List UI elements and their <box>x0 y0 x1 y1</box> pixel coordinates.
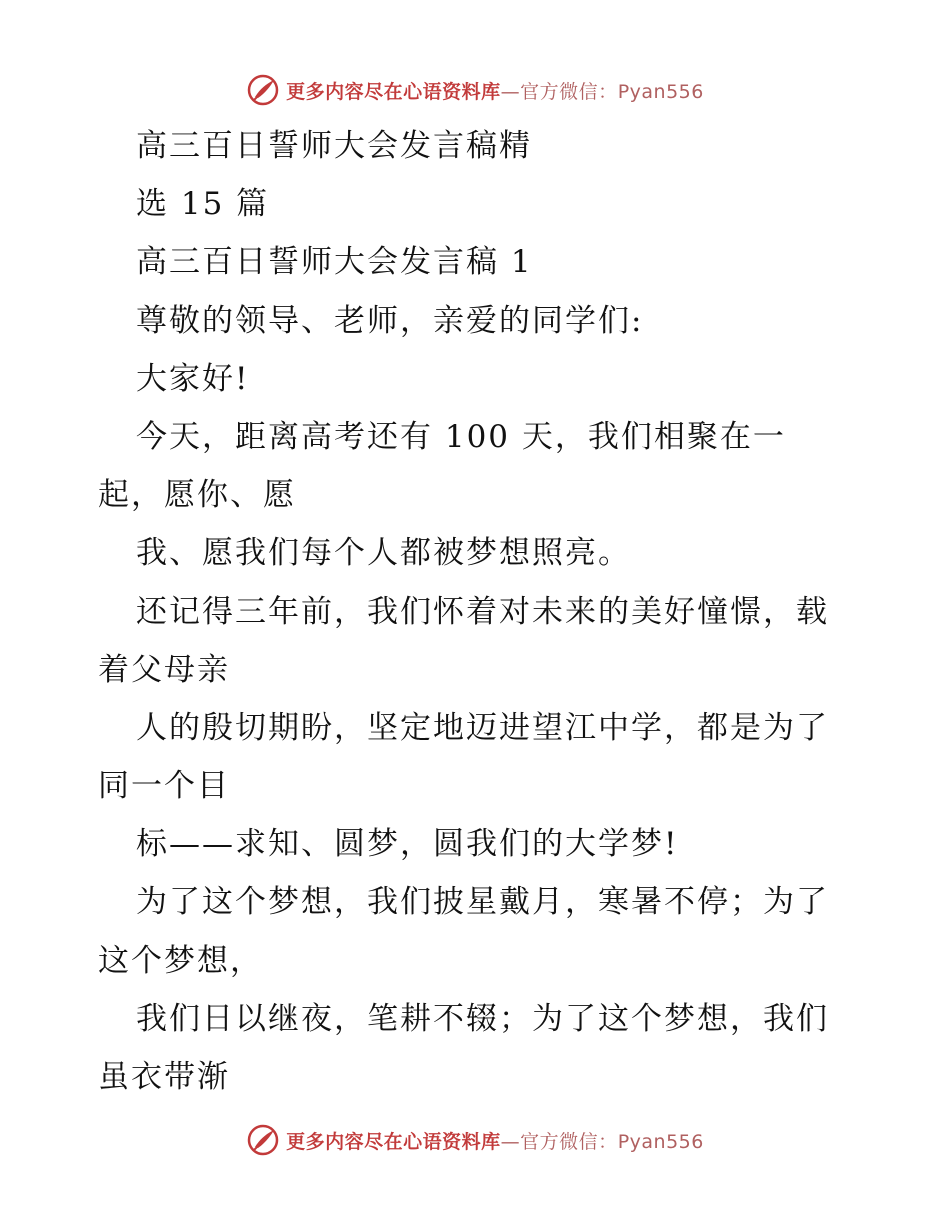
header-watermark <box>0 70 950 110</box>
footer-watermark <box>0 1120 950 1160</box>
doc-paragraph-line: 我们日以继夜，笔耕不辍；为了这个梦想，我们 <box>136 1001 829 1037</box>
quill-logo-icon <box>246 73 280 107</box>
doc-paragraph-line: 同一个目 <box>98 768 230 804</box>
doc-paragraph-line: 还记得三年前，我们怀着对未来的美好憧憬，载 <box>136 594 829 630</box>
header-watermark-id: Pyan556 <box>617 80 704 103</box>
doc-paragraph-line: 这个梦想， <box>98 943 263 979</box>
doc-paragraph-line: 标——求知、圆梦，圆我们的大学梦! <box>136 826 679 862</box>
footer-watermark-sep: —官方微信： <box>500 1130 618 1153</box>
doc-subtitle: 高三百日誓师大会发言稿 1 <box>136 244 533 280</box>
doc-paragraph-line: 今天，距离高考还有 100 天，我们相聚在一 <box>136 419 786 455</box>
footer-watermark-text <box>286 1127 704 1154</box>
doc-paragraph-line: 虽衣带渐 <box>98 1059 230 1095</box>
footer-watermark-inner <box>246 1123 704 1157</box>
header-watermark-main: 更多内容尽在心语资料库 <box>286 80 501 103</box>
doc-paragraph-line: 为了这个梦想，我们披星戴月，寒暑不停；为了 <box>136 884 829 920</box>
footer-watermark-main: 更多内容尽在心语资料库 <box>286 1130 501 1153</box>
doc-title-line-1: 高三百日誓师大会发言稿精 <box>136 128 532 164</box>
header-watermark-inner <box>246 73 704 107</box>
header-watermark-sep: —官方微信： <box>500 80 618 103</box>
doc-paragraph-line: 人的殷切期盼，坚定地迈进望江中学，都是为了 <box>136 710 829 746</box>
doc-paragraph-line: 起，愿你、愿 <box>98 477 296 513</box>
doc-greeting: 大家好! <box>136 361 250 397</box>
doc-title-line-2: 选 15 篇 <box>136 186 270 222</box>
doc-paragraph-line: 我、愿我们每个人都被梦想照亮。 <box>136 535 631 571</box>
footer-watermark-id: Pyan556 <box>617 1130 704 1153</box>
doc-paragraph-line: 着父母亲 <box>98 652 230 688</box>
quill-logo-icon <box>246 1123 280 1157</box>
header-watermark-text <box>286 77 704 104</box>
doc-salutation: 尊敬的领导、老师，亲爱的同学们: <box>136 303 644 339</box>
